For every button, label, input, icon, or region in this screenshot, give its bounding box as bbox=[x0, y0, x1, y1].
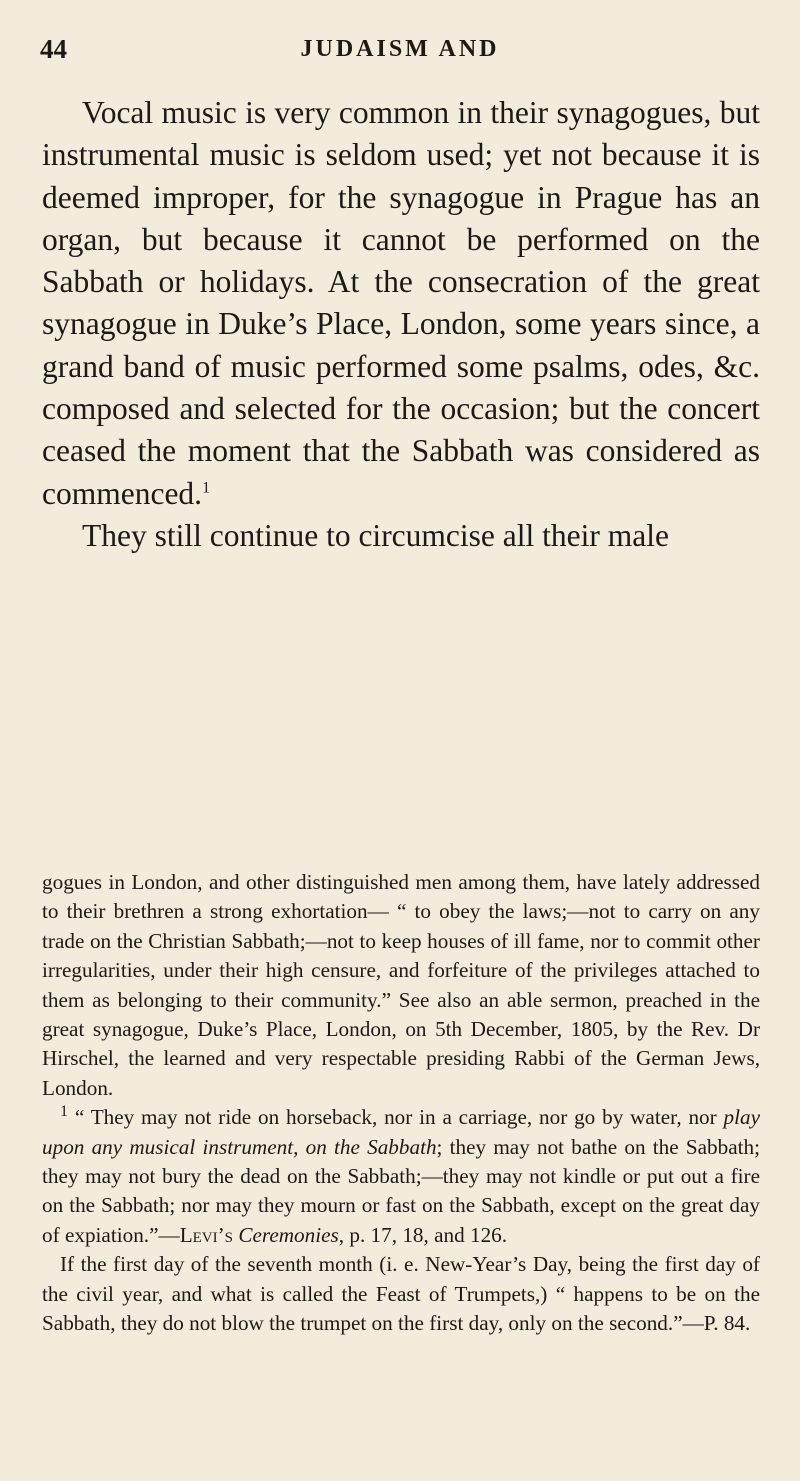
footnote-1-italic: play upon any musical instrument, on the Sabbath bbox=[42, 1105, 761, 1159]
page-number: 44 bbox=[40, 34, 67, 64]
footnote-marker: 1 bbox=[202, 479, 211, 497]
page-header bbox=[40, 34, 760, 74]
footnote-1-work: Ceremonies bbox=[238, 1222, 339, 1247]
footnote-1-pages: , p. 17, 18, and 126. bbox=[338, 1222, 508, 1247]
paragraph-2: They still continue to circumcise all their male bbox=[82, 517, 669, 553]
running-head: JUDAISM AND bbox=[300, 36, 500, 62]
paragraph-1-text: Vocal music is very common in their synagogues, but instrumental music is seldom used; yet not because it is deemed improper, for the synagogue in Prague has an organ, but because it cannot be performed on the Sabbath or holidays. At the consecration of the great synagogue in Duke’s Place, London, some years since, a grand band of music performed some psalms, odes, &c. composed and selected for the occasion; but the concert ceased the moment that the Sabbath was considered as commenced. bbox=[42, 95, 760, 511]
footnote-2: If the first day of the seventh month (i. e. New-Year’s Day, being the first day of the civil year, and what is called the Feast of Trumpets,) “ happens to be on the Sabbath, they do not blow the trumpet on the first day, only on the second.”—P. 84. bbox=[42, 1252, 760, 1336]
footnote-1-mark: 1 bbox=[60, 1103, 68, 1121]
footnote-1-tail: ; they may not bathe on the Sabbath; they may not bury the dead on the Sabbath;—they may not kindle or put out a fire on the Sabbath; nor may they mourn or fast on the Sabbath, except on the great day of expiation.”— bbox=[42, 1134, 760, 1247]
paragraph-1 bbox=[42, 92, 760, 515]
footnote-1-author: Levi’s bbox=[179, 1222, 234, 1247]
main-text bbox=[42, 92, 760, 557]
footnote-1 bbox=[42, 1103, 760, 1250]
footnote-continued: gogues in London, and other distinguished men among them, have lately addressed to their brethren a strong exhortation— “ to obey the laws;—not to carry on any trade on the Christian Sabbath;—not to keep houses of ill fame, nor to commit other irregularities, under their high censure, and forfeiture of the privileges attached to them as belonging to their community.” See also an able sermon, preached in the great synagogue, Duke’s Place, London, on 5th December, 1805, by the Rev. Dr Hirschel, the learned and very respectable presiding Rabbi of the German Jews, London. bbox=[42, 870, 760, 1100]
footnote-1-lead: “ They may not ride on horseback, nor in a carriage, nor go by water, nor bbox=[74, 1105, 717, 1130]
footnotes bbox=[42, 868, 760, 1339]
